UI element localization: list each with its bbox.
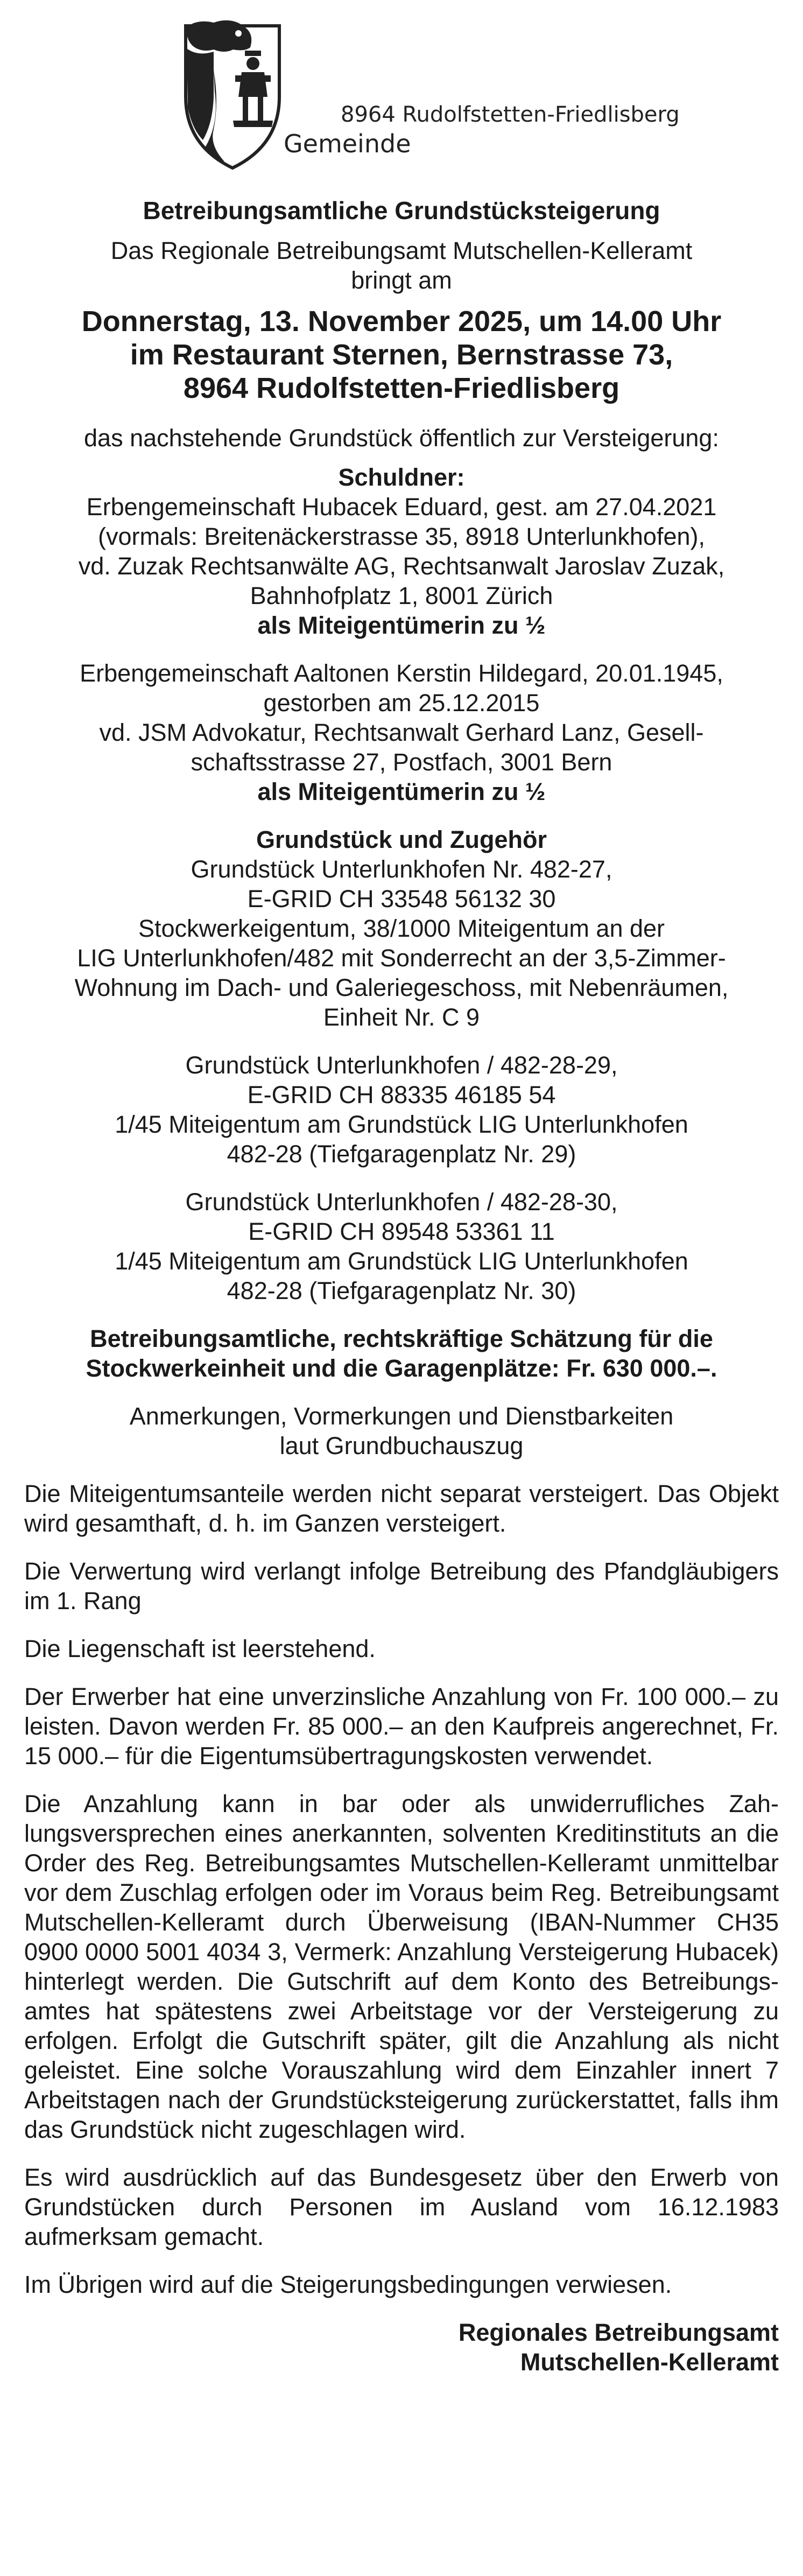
remarks-line: Anmerkungen, Vormerkungen und Dienstbarkeiten	[129, 1402, 674, 1430]
paragraph-realization: Die Verwertung wird verlangt infolge Betreibung des Pfandgläubigers im 1. Rang	[24, 1557, 779, 1615]
valuation-line: Stockwerkeinheit und die Garagenplätze: Fr. 630 000.–.	[86, 1354, 717, 1382]
property-line: Einheit Nr. C 9	[323, 1003, 480, 1031]
valuation-line: Betreibungsamtliche, rechtskräftige Schätzung für die	[90, 1325, 713, 1352]
paragraph-vacant: Die Liegenschaft ist leerstehend.	[24, 1635, 376, 1662]
intro	[24, 236, 779, 295]
debtor-line: schaftsstrasse 27, Postfach, 3001 Bern	[191, 748, 612, 776]
debtor-line: (vormals: Breitenäckerstrasse 35, 8918 Unterlunkhofen),	[97, 523, 706, 550]
debtor-heading: Schuldner:	[338, 464, 465, 491]
municipality-coat-of-arms-icon	[181, 16, 284, 172]
debtor-line: gestorben am 25.12.2015	[263, 689, 540, 717]
paragraph-shares: Die Miteigentumsanteile werden nicht separat versteigert. Das Objekt wird gesamthaft, d. h. im Ganzen versteigert.	[24, 1480, 779, 1537]
notice-title: Betreibungsamtliche Grundstücksteigerung	[143, 196, 660, 224]
auction-place: 8964 Rudolfstetten-Friedlisberg	[183, 372, 620, 404]
property-section	[24, 825, 779, 1032]
property-line: Stockwerkeigentum, 38/1000 Miteigentum an der	[138, 915, 665, 942]
signature	[24, 2318, 779, 2377]
debtor-section	[24, 462, 779, 640]
municipality-word: Gemeinde	[284, 129, 411, 158]
debtor-section	[24, 658, 779, 806]
property-section	[24, 1050, 779, 1169]
property-line: 1/45 Miteigentum am Grundstück LIG Unterlunkhofen	[115, 1111, 688, 1138]
debtor-share: als Miteigentümerin zu ½	[257, 778, 546, 805]
paragraph-payment: Die Anzahlung kann in bar oder als unwiderrufliches Zahlungsversprechen eines anerkannten, solventen Kreditinstituts an die Order des Reg. Betreibungsamtes Mutschellen-Kelleramt unmittelbar vor dem Zuschlag erfolgen oder im Voraus beim Reg. Betreibungsamt Mutschellen-Kelleramt durch Überweisung (IBAN-Nummer CH35 0900 0000 5001 4034 3, Vermerk: Anzahlung Versteigerung Hubacek) hinterlegt werden. Die Gutschrift auf dem Konto des Betreibungsamtes hat spätestens zwei Arbeitstage vor der Versteigerung zu erfolgen. Erfolgt die Gutschrift später, gilt die Anzahlung als nicht geleistet. Eine solche Vorauszahlung wird dem Einzahler innert 7 Arbeitstagen nach der Grundstücksteigerung zurückerstattet, falls ihm das Grundstück nicht zugeschlagen wird.	[24, 1790, 779, 2143]
debtor-line: Erbengemeinschaft Aaltonen Kerstin Hildegard, 20.01.1945,	[80, 659, 723, 687]
debtor-line: vd. Zuzak Rechtsanwälte AG, Rechtsanwalt Jaroslav Zuzak,	[78, 552, 725, 580]
paragraph-law: Es wird ausdrücklich auf das Bundesgesetz über den Erwerb von Grundstücken durch Personen im Ausland vom 16.12.1983 aufmerksam gemacht.	[24, 2164, 779, 2250]
municipality-line: 8964 Rudolfstetten-Friedlisberg	[341, 102, 680, 127]
debtor-share: als Miteigentümerin zu ½	[257, 612, 546, 639]
intro-line: Das Regionale Betreibungsamt Mutschellen-Kelleramt	[110, 237, 693, 264]
intro-line: bringt am	[351, 266, 452, 294]
lead-text: das nachstehende Grundstück öffentlich zur Versteigerung:	[84, 424, 719, 452]
debtor-line: Erbengemeinschaft Hubacek Eduard, gest. am 27.04.2021	[86, 493, 717, 521]
property-line: 1/45 Miteigentum am Grundstück LIG Unterlunkhofen	[115, 1247, 688, 1275]
auction-place: im Restaurant Sternen, Bernstrasse 73,	[130, 339, 673, 371]
debtor-line: vd. JSM Advokatur, Rechtsanwalt Gerhard Lanz, Gesell-	[99, 719, 704, 746]
property-line: Grundstück Unterlunkhofen / 482-28-29,	[185, 1051, 618, 1079]
property-line: E-GRID CH 88335 46185 54	[247, 1081, 556, 1108]
remarks-line: laut Grundbuchauszug	[279, 1432, 524, 1459]
paragraph-conditions: Im Übrigen wird auf die Steigerungsbedingungen verwiesen.	[24, 2271, 672, 2298]
property-line: 482-28 (Tiefgaragenplatz Nr. 29)	[227, 1140, 576, 1168]
property-heading: Grundstück und Zugehör	[256, 826, 547, 853]
valuation	[24, 1324, 779, 1383]
remarks	[24, 1401, 779, 1461]
header	[24, 0, 779, 172]
property-line: LIG Unterlunkhofen/482 mit Sonderrecht an der 3,5-Zimmer-	[77, 944, 726, 972]
property-section	[24, 1187, 779, 1305]
property-line: Grundstück Unterlunkhofen Nr. 482-27,	[191, 855, 612, 883]
debtor-line: Bahnhofplatz 1, 8001 Zürich	[250, 582, 553, 609]
signature-line: Regionales Betreibungsamt	[458, 2319, 779, 2346]
property-line: Wohnung im Dach- und Galeriegeschoss, mit Nebenräumen,	[74, 974, 729, 1001]
property-line: E-GRID CH 33548 56132 30	[247, 885, 556, 913]
property-line: Grundstück Unterlunkhofen / 482-28-30,	[185, 1188, 618, 1216]
property-line: 482-28 (Tiefgaragenplatz Nr. 30)	[227, 1277, 576, 1304]
paragraph-deposit: Der Erwerber hat eine unverzinsliche Anzahlung von Fr. 100 000.– zu leisten. Davon werden Fr. 85 000.– an den Kaufpreis angerechnet, Fr. 15 000.– für die Eigentumsübertragungskosten verwendet.	[24, 1683, 779, 1770]
property-line: E-GRID CH 89548 53361 11	[248, 1218, 555, 1245]
auction-date: Donnerstag, 13. November 2025, um 14.00 Uhr	[81, 305, 722, 338]
signature-line: Mutschellen-Kelleramt	[520, 2348, 779, 2376]
auction-date-place	[24, 305, 779, 405]
